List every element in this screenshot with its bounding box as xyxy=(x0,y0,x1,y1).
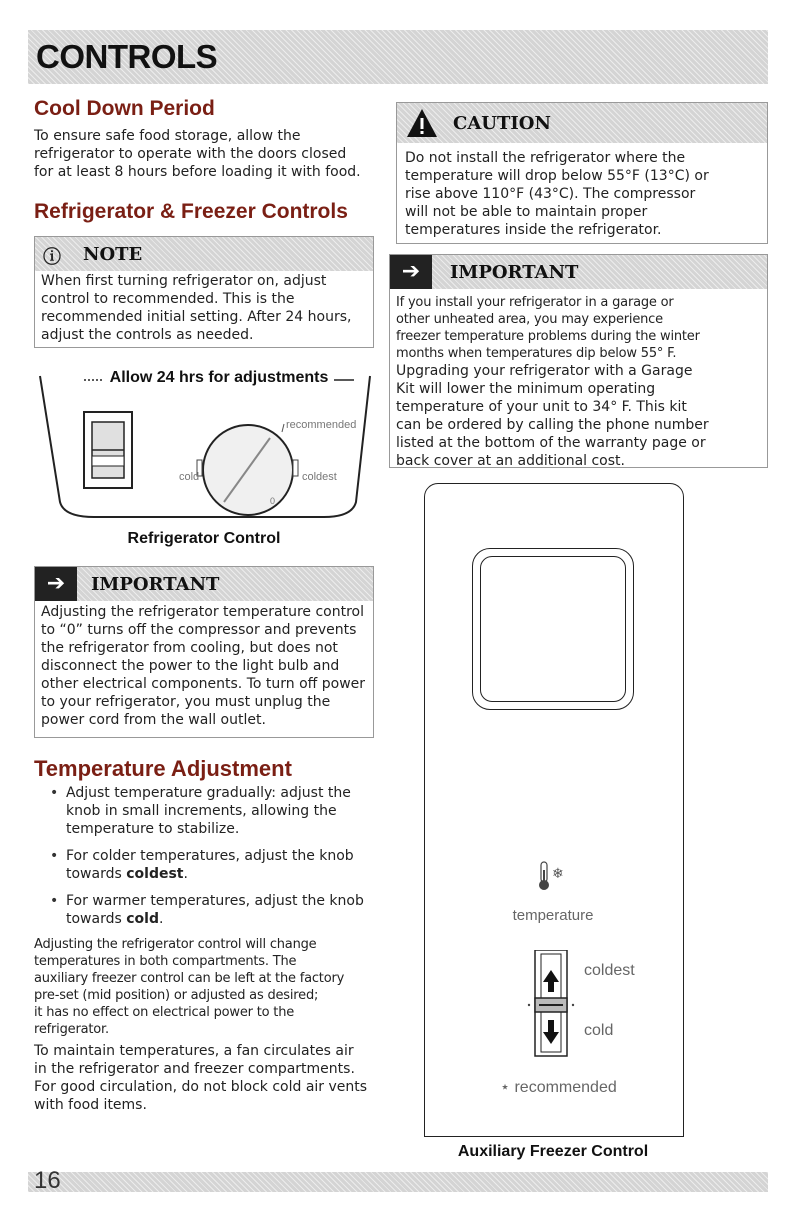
coldest-label: coldest xyxy=(302,471,337,483)
controls-heading: Refrigerator & Freezer Controls xyxy=(34,200,348,223)
caution-box xyxy=(396,102,768,244)
note-icon: ⓘ xyxy=(43,247,61,268)
temperature-adjustment-heading: Temperature Adjustment xyxy=(34,756,292,781)
caution-text: Do not install the refrigerator where the temperature will drop below 55°F (13°C) or rise above 110°F (43°C). The compressor will not be able to maintain proper temperatures inside the refrigerator. xyxy=(405,150,709,238)
zero-label: 0 xyxy=(270,496,276,506)
arrow-right-icon: ➔ xyxy=(390,255,432,289)
recommended-label: recommended xyxy=(286,419,357,431)
important-box-garage xyxy=(389,254,768,468)
arrow-right-icon: ➔ xyxy=(35,567,77,601)
list-item: • For colder temperatures, adjust the knob towards coldest. xyxy=(50,847,395,883)
caution-title: CAUTION xyxy=(453,113,551,134)
recommended-legend: ⋆ recommended xyxy=(500,1079,617,1096)
important-title: IMPORTANT xyxy=(91,574,220,595)
thermometer-icon xyxy=(536,860,584,892)
coldest-tick-icon xyxy=(293,460,298,476)
refrigerator-control-caption: Refrigerator Control xyxy=(127,530,281,547)
warning-icon xyxy=(405,107,439,139)
star-icon: ⋆ xyxy=(500,1079,515,1096)
page-number: 16 xyxy=(34,1167,61,1194)
footer-bar xyxy=(28,1172,768,1192)
refrigerator-control-diagram xyxy=(34,352,374,530)
cool-down-text: To ensure safe food storage, allow the refrigerator to operate with the doors closed for at least 8 hours before loading it with food. xyxy=(34,128,361,180)
important-title: IMPORTANT xyxy=(450,262,579,283)
coldest-label: coldest xyxy=(584,962,635,979)
adjustment-paragraph-2: To maintain temperatures, a fan circulates air in the refrigerator and freezer compartments. For good circulation, do not block cold air vents with food items. xyxy=(34,1043,368,1113)
cold-label: cold xyxy=(584,1022,614,1039)
important-garage-text: If you install your refrigerator in a garage or other unheated area, you may experience freezer temperature problems during the winter months when temperatures dip below 55° F. Upgrading your refrigerator with a Garage Kit will lower the minimum operating temperature of your unit to 34° F. This kit can be ordered by calling the phone number listed at the bottom of the warranty page or back cover at an additional cost. xyxy=(396,295,709,469)
adjust-time-label: Allow 24 hrs for adjustments xyxy=(109,369,329,386)
adjustment-paragraph-1: Adjusting the refrigerator control will change temperatures in both compartments. The auxiliary freezer control can be left at the factory pre-set (mid position) or adjusted as desired; it has no effect on electrical power to the refrigerator. xyxy=(34,937,345,1037)
note-box xyxy=(34,236,374,348)
adjustment-list xyxy=(34,784,395,937)
important-compressor-text: Adjusting the refrigerator temperature control to “0” turns off the compressor and prevents the refrigerator from cooling, but does not disconnect the power to the light bulb and other electrical components. To turn off power to your refrigerator, you must unplug the power cord from the wall outlet. xyxy=(41,604,366,728)
snowflake-icon: ❄ xyxy=(552,866,564,882)
cold-label: cold xyxy=(179,471,200,483)
cool-down-heading: Cool Down Period xyxy=(34,97,215,120)
list-item: • Adjust temperature gradually: adjust the knob in small increments, allowing the temperature to stabilize. xyxy=(50,784,395,838)
temperature-label: temperature xyxy=(512,907,594,924)
important-box-compressor xyxy=(34,566,374,738)
page-title: CONTROLS xyxy=(36,38,218,75)
list-item: • For warmer temperatures, adjust the knob towards cold. xyxy=(50,892,395,928)
note-title: NOTE xyxy=(83,244,143,265)
panel-window-inner xyxy=(480,556,626,702)
auxiliary-freezer-caption: Auxiliary Freezer Control xyxy=(457,1143,649,1160)
note-text: When first turning refrigerator on, adjust control to recommended. This is the recommended initial setting. After 24 hours, adjust the controls as needed. xyxy=(41,273,352,343)
